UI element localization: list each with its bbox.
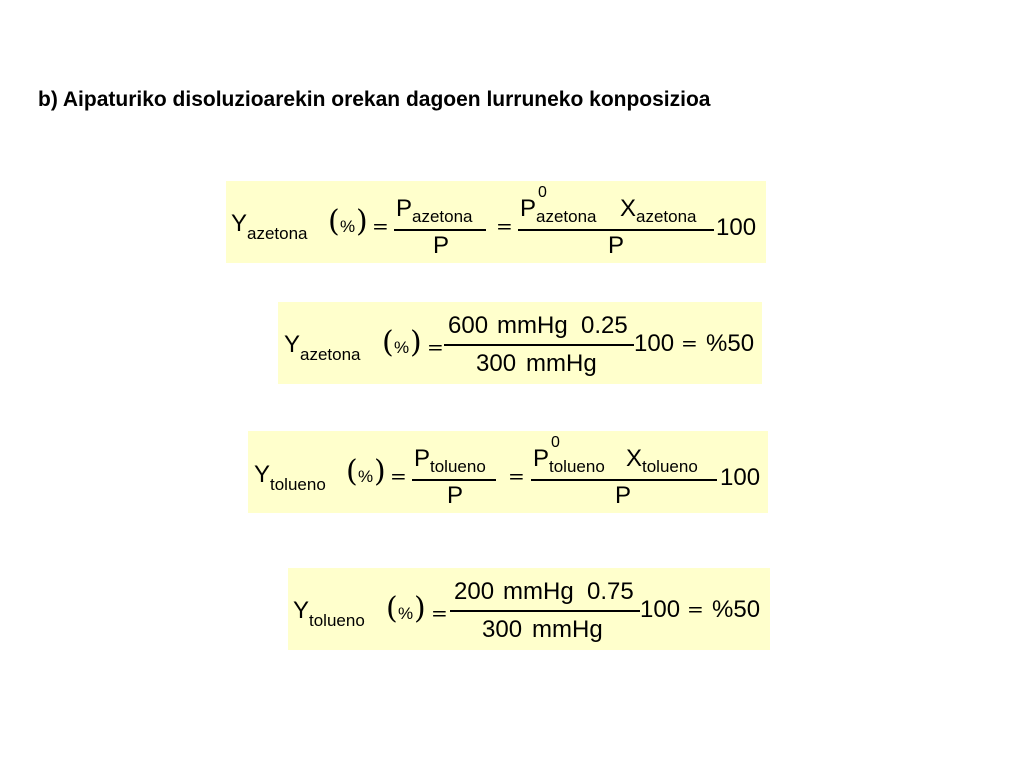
hundred: 100 <box>716 214 757 241</box>
denominator-unit: mmHg <box>526 350 597 377</box>
denominator-p: P <box>433 232 450 259</box>
percent-sign: % <box>340 217 356 236</box>
mole-fraction-subscript: tolueno <box>642 457 698 476</box>
y-symbol: Y <box>254 461 271 488</box>
paren-right: ) <box>410 325 422 360</box>
equation-3-box <box>248 431 768 513</box>
y-subscript: tolueno <box>309 611 365 630</box>
equation-1-box <box>226 181 766 263</box>
y-subscript: tolueno <box>270 475 326 494</box>
equals-sign: = <box>681 331 698 355</box>
equals-sign: = <box>687 597 704 621</box>
fraction-bar <box>394 229 486 231</box>
paren-left: ( <box>386 591 398 626</box>
numerator-pressure: 200 <box>454 578 495 605</box>
numerator-unit: mmHg <box>497 312 568 339</box>
result: %50 <box>712 596 761 623</box>
y-symbol: Y <box>293 597 310 624</box>
equals-sign: = <box>390 464 407 488</box>
fraction-bar <box>518 229 714 231</box>
y-subscript: azetona <box>247 224 308 243</box>
percent-sign: % <box>358 467 374 486</box>
mole-fraction-x: X <box>626 445 643 472</box>
numerator-p-subscript: azetona <box>412 207 473 226</box>
fraction-bar <box>450 610 640 612</box>
numerator-fraction: 0.75 <box>587 578 634 605</box>
hundred: 100 <box>720 464 761 491</box>
percent-sign: % <box>398 604 414 623</box>
fraction-bar <box>531 479 717 481</box>
paren-right: ) <box>374 454 386 489</box>
section-heading: b) Aipaturiko disoluzioarekin orekan dagoen lurruneko konposizioa <box>38 88 711 111</box>
paren-left: ( <box>382 325 394 360</box>
denominator-p: P <box>608 232 625 259</box>
percent-sign: % <box>394 338 410 357</box>
hundred: 100 <box>640 596 681 623</box>
fraction-bar <box>412 479 496 481</box>
hundred: 100 <box>634 330 675 357</box>
numerator-p-subscript: tolueno <box>430 457 486 476</box>
paren-right: ) <box>414 591 426 626</box>
denominator-pressure: 300 <box>476 350 517 377</box>
numerator-pressure: 600 <box>448 312 489 339</box>
y-symbol: Y <box>231 210 248 237</box>
mole-fraction-x: X <box>620 195 637 222</box>
denominator-unit: mmHg <box>532 616 603 643</box>
denominator-pressure: 300 <box>482 616 523 643</box>
equals-sign: = <box>372 214 389 238</box>
equals-sign: = <box>431 601 448 625</box>
numerator-unit: mmHg <box>503 578 574 605</box>
paren-right: ) <box>356 204 368 239</box>
denominator-p: P <box>447 482 464 509</box>
result: %50 <box>706 330 755 357</box>
denominator-p: P <box>615 482 632 509</box>
vapor-pressure-p: P <box>520 195 537 222</box>
y-subscript: azetona <box>300 345 361 364</box>
numerator-p: P <box>396 195 413 222</box>
paren-left: ( <box>346 454 358 489</box>
equals-sign: = <box>496 214 513 238</box>
equation-2-box <box>278 302 762 384</box>
superscript-zero: 0 <box>538 184 547 201</box>
vapor-pressure-p: P <box>533 445 550 472</box>
vapor-pressure-subscript: azetona <box>536 207 597 226</box>
equals-sign: = <box>508 464 525 488</box>
mole-fraction-subscript: azetona <box>636 207 697 226</box>
y-symbol: Y <box>284 331 301 358</box>
equation-4-box <box>288 568 770 650</box>
fraction-bar <box>444 344 634 346</box>
numerator-p: P <box>414 445 431 472</box>
vapor-pressure-subscript: tolueno <box>549 457 605 476</box>
paren-left: ( <box>328 204 340 239</box>
equals-sign: = <box>427 335 444 359</box>
numerator-fraction: 0.25 <box>581 312 628 339</box>
superscript-zero: 0 <box>551 434 560 451</box>
